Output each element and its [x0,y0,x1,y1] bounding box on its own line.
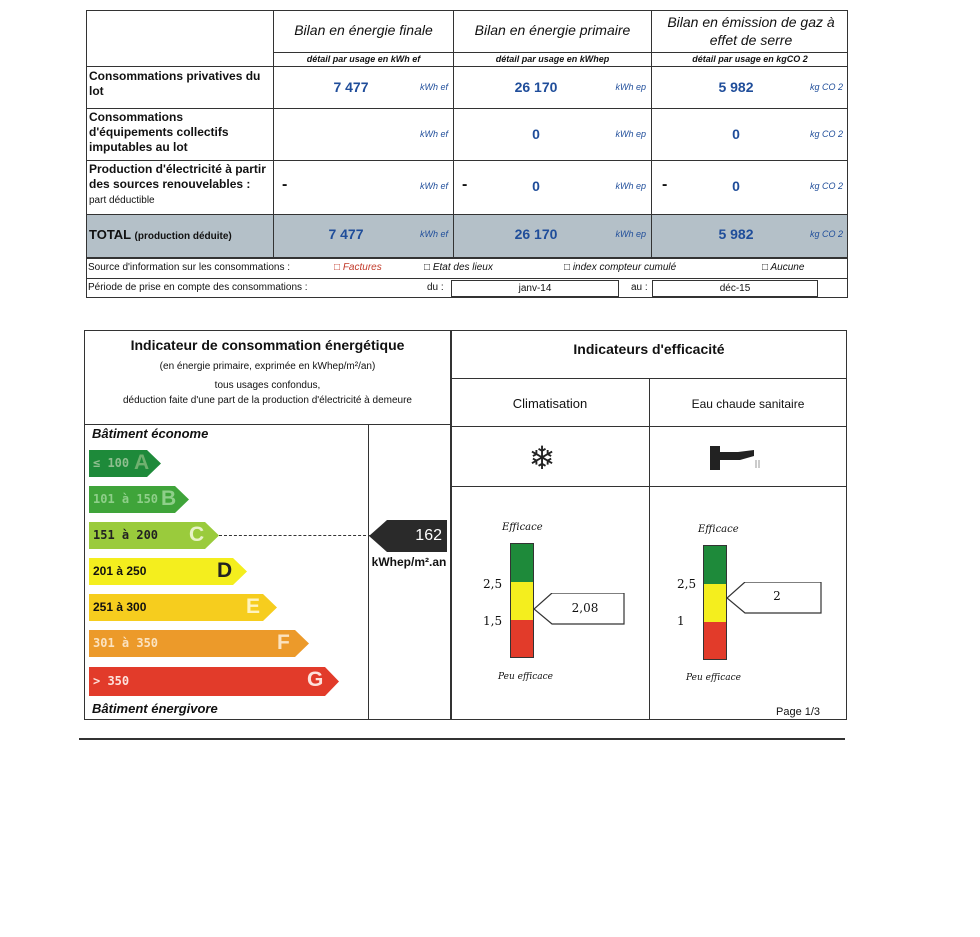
row-label-collectifs: Consommations d'équipements collectifs imputables au lot [89,110,229,154]
row-privatives-primary: 26 170 [514,79,558,95]
subheader-primary: détail par usage en kWhep [495,54,610,64]
header-primary: Bilan en énergie primaire [474,22,631,38]
checkbox-icon: □ [564,262,571,273]
class-bar-g [89,667,339,694]
header-ghg: Bilan en émission de gaz à effet de serre [667,14,835,48]
page-number: Page 1/3 [776,706,821,718]
periode-label: Période de prise en compte des consommations : [88,282,308,293]
production-label-suffix: part déductible [89,195,155,206]
subheader-ghg: détail par usage en kgCO 2 [692,54,808,64]
clim-efficace-label: Efficace [502,522,543,533]
class-letter-c: C [189,523,205,546]
row-label-production [86,162,266,208]
source-aucune-label: Aucune [770,262,805,273]
source-factures[interactable] [334,262,382,273]
row-production-ghg: 0 [732,178,740,194]
row-total-final: 7 477 [328,226,364,242]
class-letter-f: F [277,631,290,654]
class-letter-a: A [134,451,150,474]
unit-primary: kWh ep [615,129,646,139]
class-bar-a [89,450,161,477]
batiment-econome-label: Bâtiment économe [92,426,209,441]
eau-chaude-label: Eau chaude sanitaire [691,397,805,411]
au-field[interactable]: déc-15 [652,280,818,297]
class-letter-b: B [161,487,177,510]
energy-value-unit: kWhep/m².an [371,555,447,569]
class-bar-b [89,486,189,513]
source-label: Source d'information sur les consommations : [88,262,290,273]
checkbox-icon: □ [762,262,769,273]
class-range-c: 151 à 200 [93,528,159,542]
unit-final: kWh ef [419,181,448,191]
efficacite-title: Indicateurs d'efficacité [573,341,725,357]
ecs-efficace-label: Efficace [698,524,739,535]
energy-subtitle-2: tous usages confondus, [214,380,321,391]
checkbox-icon: □ [424,262,431,273]
consumption-table [86,10,848,298]
production-label-text: Production d'électricité à partir des sources renouvelables : [89,162,266,191]
class-range-g: > 350 [93,674,130,688]
row-total-primary: 26 170 [514,226,558,242]
energy-subtitle-1: (en énergie primaire, exprimée en kWhep/m²/an) [159,361,376,372]
unit-ghg: kg CO 2 [809,229,843,239]
class-range-a: ≤ 100 [93,456,130,470]
class-range-d: 201 à 250 [93,564,147,578]
row-label-total [86,227,271,244]
row-collectifs-ghg: 0 [732,126,740,142]
source-etat-label: Etat des lieux [432,262,493,273]
class-bar-f [89,630,309,657]
source-factures-label: Factures [342,262,382,273]
unit-primary: kWh ep [615,181,646,191]
energy-title: Indicateur de consommation énergétique [130,337,405,353]
faucet-icon [710,446,766,472]
class-bar-e [89,594,277,621]
source-index[interactable] [564,262,676,273]
unit-ghg: kg CO 2 [809,129,843,139]
ecs-peu-efficace-label: Peu efficace [686,673,741,683]
minus-final: - [282,176,288,193]
row-total-ghg: 5 982 [718,226,754,242]
class-letter-d: D [217,559,233,582]
row-collectifs-primary: 0 [532,126,540,142]
energy-value: 162 [415,527,442,544]
ecs-upper-threshold: 2,5 [677,577,697,591]
du-label: du : [427,282,444,293]
clim-peu-efficace-label: Peu efficace [498,672,553,682]
clim-lower-threshold: 1,5 [483,614,503,628]
ecs-value: 2 [773,589,781,603]
class-range-b: 101 à 150 [93,492,159,506]
source-etat[interactable] [424,262,493,273]
minus-primary: - [462,176,468,193]
value-pointer-line [219,535,371,536]
clim-gauge [510,543,534,658]
clim-value: 2,08 [571,601,599,615]
unit-primary: kWh ep [615,82,646,92]
unit-final: kWh ef [419,82,448,92]
source-index-label: index compteur cumulé [572,262,677,273]
clim-upper-threshold: 2,5 [483,577,503,591]
climatisation-label: Climatisation [512,396,588,411]
row-production-primary: 0 [532,178,540,194]
minus-ghg: - [662,176,668,193]
class-letter-g: G [307,668,324,691]
unit-primary: kWh ep [615,229,646,239]
ecs-gauge [703,545,727,660]
row-privatives-ghg: 5 982 [718,79,754,95]
row-privatives-final: 7 477 [333,79,369,95]
class-bar-c [89,522,219,549]
class-range-e: 251 à 300 [93,600,147,614]
class-range-f: 301 à 350 [93,636,159,650]
source-aucune[interactable] [762,262,804,273]
unit-final: kWh ef [419,129,448,139]
energy-subtitle-3: déduction faite d'une part de la production d'électricité à demeure [122,395,412,406]
total-label-suffix: (production déduite) [134,231,232,242]
du-field[interactable]: janv-14 [451,280,619,297]
unit-ghg: kg CO 2 [809,181,843,191]
bottom-rule [79,738,845,740]
batiment-energivore-label: Bâtiment énergivore [92,701,218,716]
row-label-privatives: Consommations privatives du lot [89,69,261,98]
unit-final: kWh ef [419,229,448,239]
ecs-lower-threshold: 1 [677,614,685,628]
snowflake-icon: ❄ [528,440,556,476]
total-label-text: TOTAL [89,227,131,242]
subheader-final: détail par usage en kWh ef [306,54,421,64]
au-label: au : [631,282,648,293]
unit-ghg: kg CO 2 [809,82,843,92]
header-final: Bilan en énergie finale [294,22,433,38]
checkbox-icon: □ [334,262,341,273]
class-bar-d [89,558,247,585]
class-letter-e: E [246,595,261,618]
